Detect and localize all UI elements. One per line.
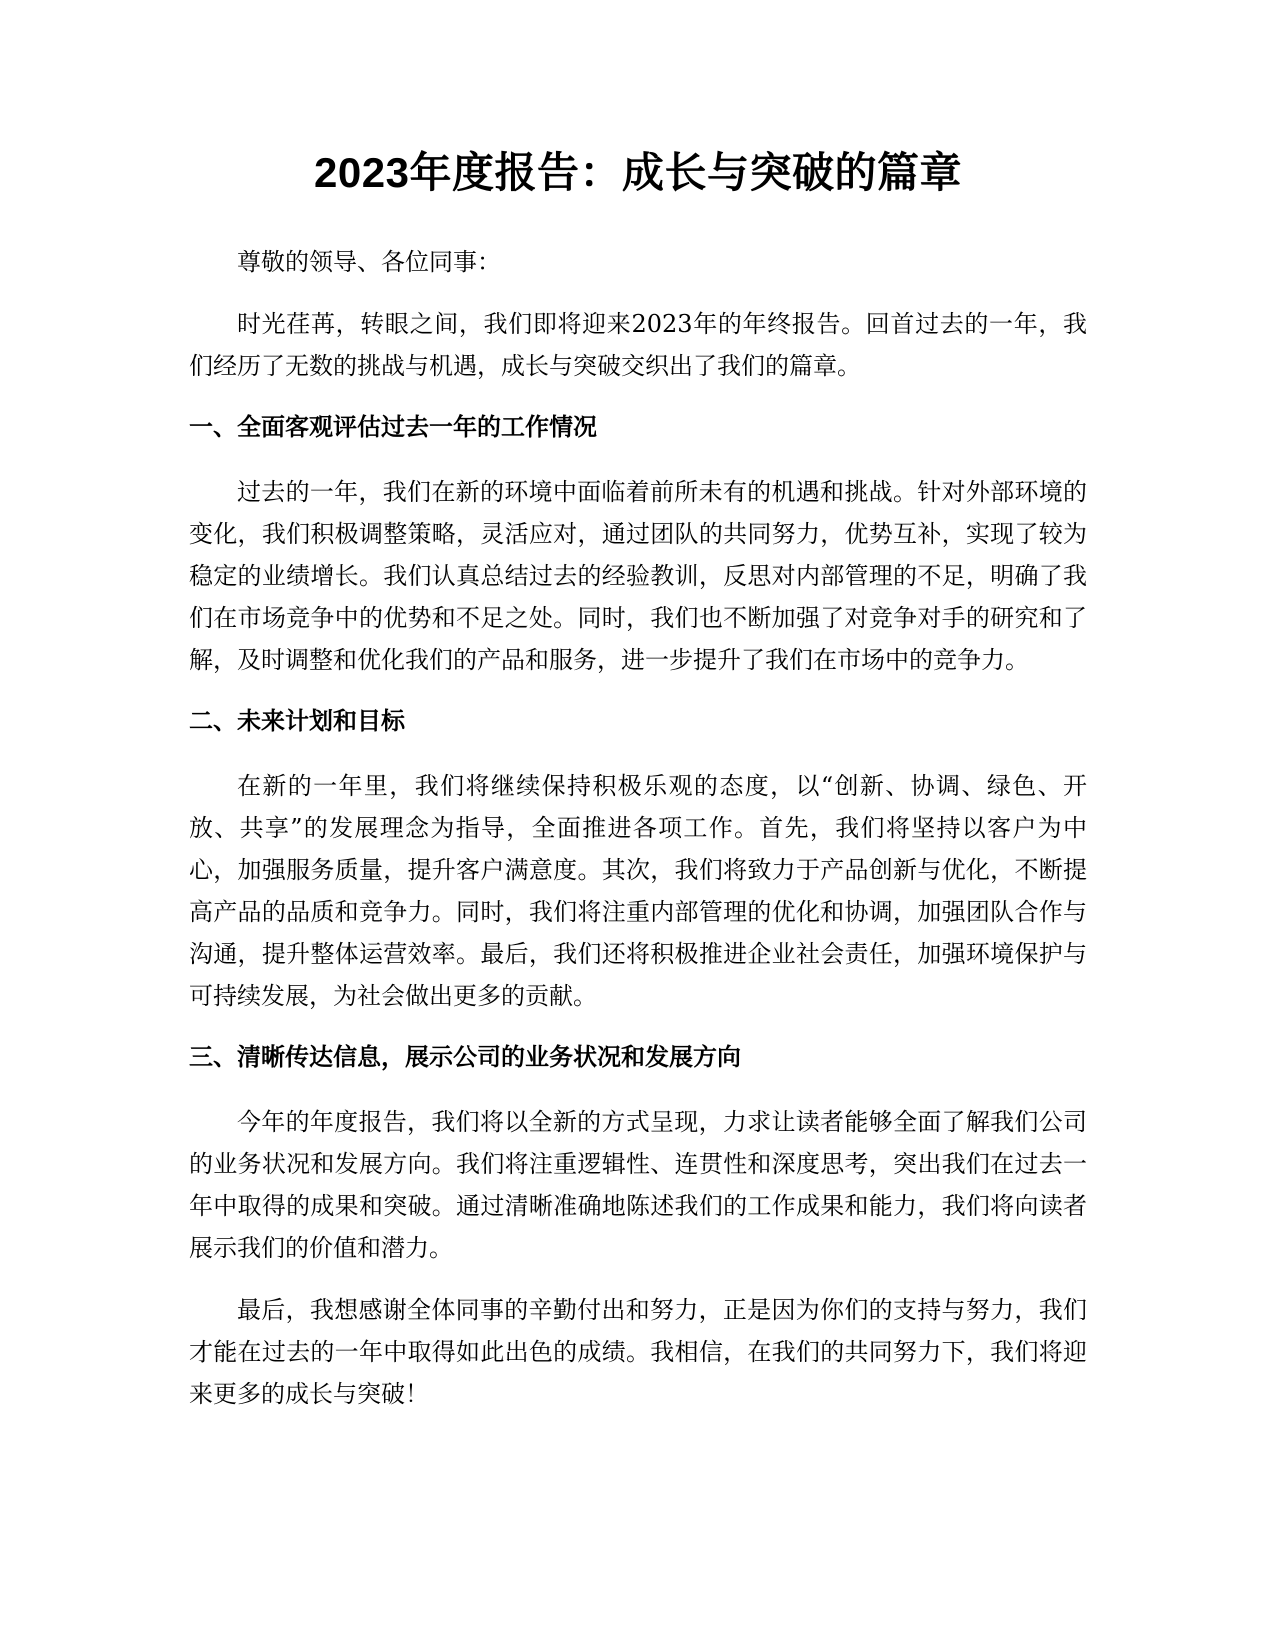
intro-paragraph: 时光荏苒，转眼之间，我们即将迎来2023年的年终报告。回首过去的一年，我们经历了无数的挑战与机遇，成长与突破交织出了我们的篇章。 [189, 310, 1087, 380]
section-heading-3: 三、清晰传达信息，展示公司的业务状况和发展方向 [189, 1044, 741, 1071]
closing-paragraph: 最后，我想感谢全体同事的辛勤付出和努力，正是因为你们的支持与努力，我们才能在过去的一年中取得如此出色的成绩。我相信，在我们的共同努力下，我们将迎来更多的成长与突破！ [189, 1296, 1087, 1408]
section-body-1: 过去的一年，我们在新的环境中面临着前所未有的机遇和挑战。针对外部环境的变化，我们积极调整策略，灵活应对，通过团队的共同努力，优势互补，实现了较为稳定的业绩增长。我们认真总结过去的经验教训，反思对内部管理的不足，明确了我们在市场竞争中的优势和不足之处。同时，我们也不断加强了对竞争对手的研究和了解，及时调整和优化我们的产品和服务，进一步提升了我们在市场中的竞争力。 [189, 478, 1087, 674]
section-heading-2: 二、未来计划和目标 [189, 708, 405, 735]
document-page [189, 145, 1087, 1435]
greeting-paragraph: 尊敬的领导、各位同事： [237, 248, 501, 276]
section-body-2: 在新的一年里，我们将继续保持积极乐观的态度，以“创新、协调、绿色、开放、共享”的发展理念为指导，全面推进各项工作。首先，我们将坚持以客户为中心，加强服务质量，提升客户满意度。其次，我们将致力于产品创新与优化，不断提高产品的品质和竞争力。同时，我们将注重内部管理的优化和协调，加强团队合作与沟通，提升整体运营效率。最后，我们还将积极推进企业社会责任，加强环境保护与可持续发展，为社会做出更多的贡献。 [189, 772, 1087, 1010]
section-heading-1: 一、全面客观评估过去一年的工作情况 [189, 414, 597, 441]
section-body-3: 今年的年度报告，我们将以全新的方式呈现，力求让读者能够全面了解我们公司的业务状况和发展方向。我们将注重逻辑性、连贯性和深度思考，突出我们在过去一年中取得的成果和突破。通过清晰准确地陈述我们的工作成果和能力，我们将向读者展示我们的价值和潜力。 [189, 1108, 1087, 1262]
document-title: 2023年度报告：成长与突破的篇章 [314, 149, 962, 196]
